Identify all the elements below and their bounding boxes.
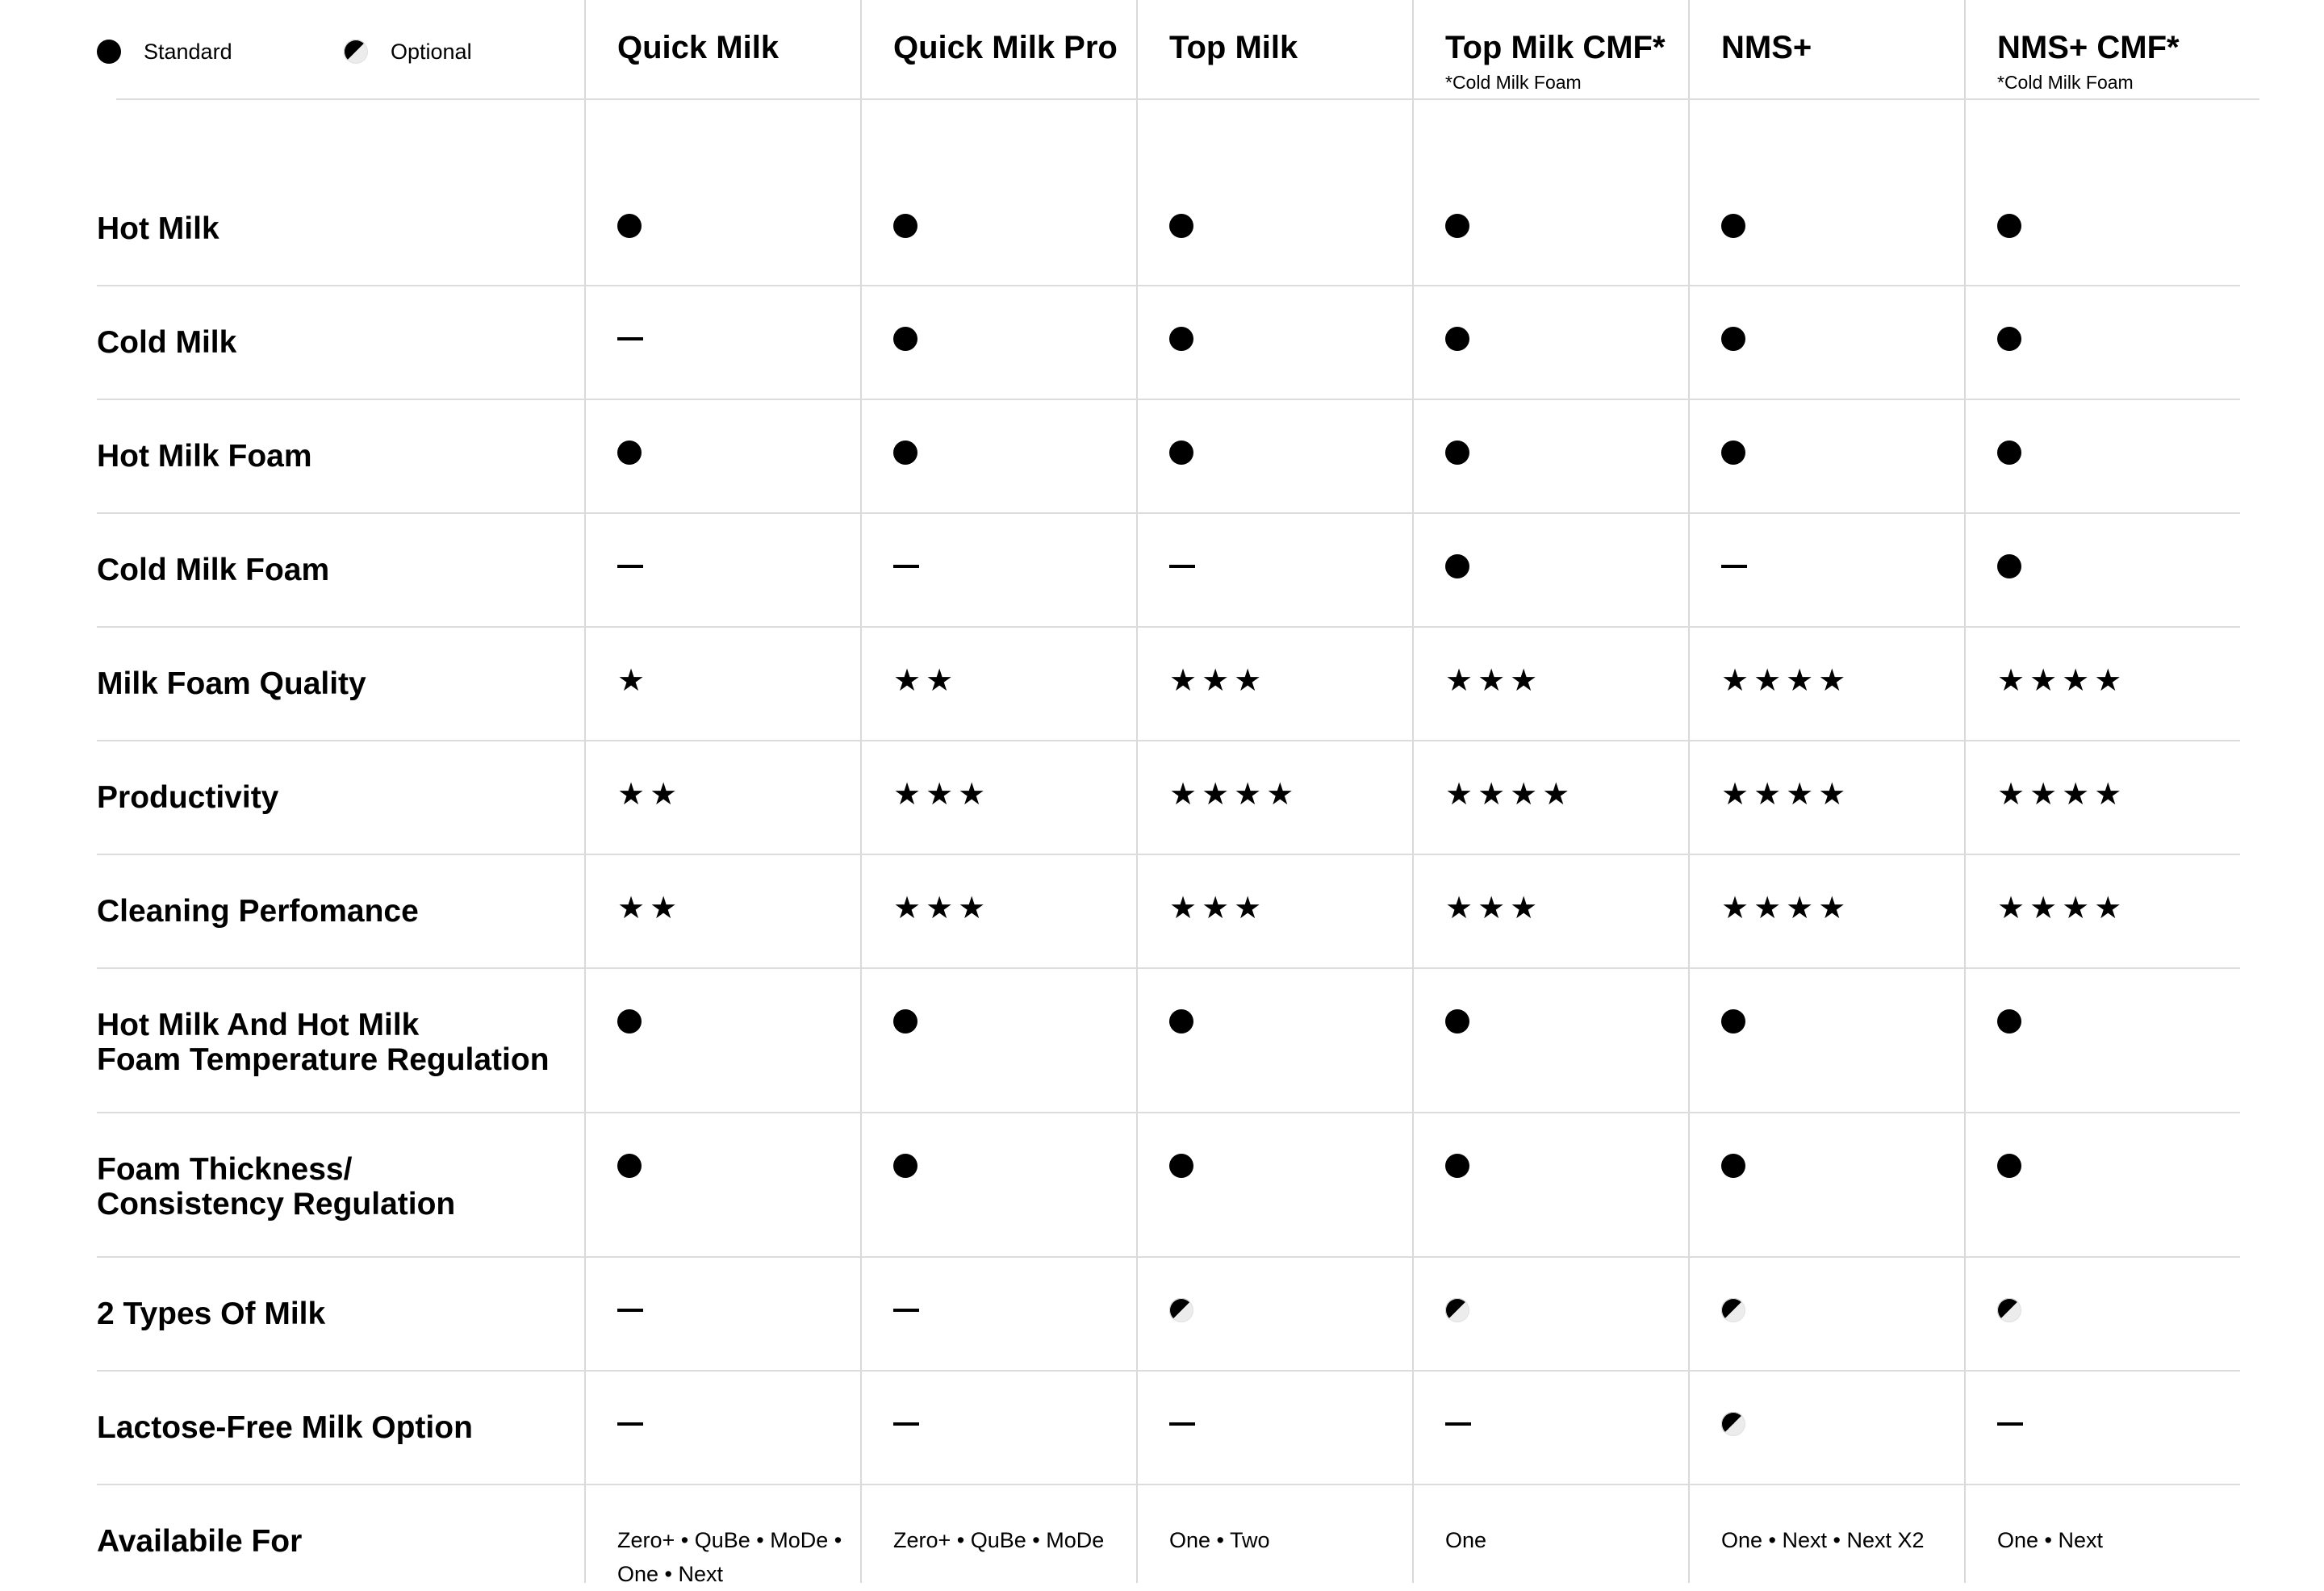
- table-cell: [1169, 1150, 1193, 1182]
- dash-icon: [617, 1309, 643, 1312]
- row-label: Productivity: [97, 780, 279, 815]
- filled-dot-icon: [1997, 214, 2021, 238]
- filled-dot-icon: [1445, 1154, 1469, 1178]
- column-subtitle: *Cold Milk Foam: [1445, 72, 1582, 93]
- table-cell: [893, 1294, 919, 1326]
- star-rating: ★★★★: [1721, 662, 1851, 698]
- table-cell: [617, 550, 643, 583]
- column-subtitle: *Cold Milk Foam: [1997, 72, 2134, 93]
- half-dot-icon: [1721, 1298, 1745, 1322]
- filled-dot-icon: [1997, 1154, 2021, 1178]
- filled-dot-icon: [617, 1009, 642, 1034]
- column-name: NMS+: [1721, 30, 1812, 65]
- column-header-top-milk-cmf: [1445, 26, 1666, 94]
- filled-dot-icon: [1721, 327, 1745, 351]
- table-cell: [1169, 1005, 1193, 1038]
- table-cell: [1997, 323, 2021, 355]
- dash-icon: [617, 1422, 643, 1426]
- column-header-quick-milk-pro: [893, 26, 1118, 71]
- table-cell: [1445, 892, 1542, 924]
- available-models: Zero+ • QuBe • MoDe: [893, 1528, 1105, 1552]
- row-divider: [97, 1256, 2240, 1258]
- available-models: One: [1445, 1528, 1487, 1552]
- table-cell: [1721, 892, 1850, 924]
- row-label: Cold Milk: [97, 325, 237, 360]
- star-rating: ★★★: [1445, 890, 1543, 925]
- row-label: Foam Thickness/ Consistency Regulation: [97, 1152, 456, 1221]
- table-cell: [1169, 664, 1266, 696]
- filled-dot-icon: [1721, 1009, 1745, 1034]
- filled-dot-icon: [893, 1154, 917, 1178]
- table-cell: [1721, 210, 1745, 242]
- table-cell: [1997, 1408, 2023, 1440]
- filled-dot-icon: [893, 441, 917, 465]
- available-models: Zero+ • QuBe • MoDe • One • Next: [617, 1528, 842, 1586]
- column-name: Quick Milk Pro: [893, 30, 1118, 65]
- legend-optional-label: Optional: [391, 39, 472, 64]
- row-divider: [97, 740, 2240, 741]
- table-cell: [1997, 1005, 2021, 1038]
- star-rating: ★★★★: [1169, 776, 1299, 812]
- table-cell: [1445, 323, 1469, 355]
- star-rating: ★★★: [1169, 662, 1267, 698]
- table-cell: [617, 1408, 643, 1440]
- filled-dot-icon: [893, 327, 917, 351]
- column-name: Quick Milk: [617, 30, 780, 65]
- filled-dot-icon: [1997, 1009, 2021, 1034]
- table-cell: [617, 210, 642, 242]
- dash-icon: [1169, 565, 1195, 568]
- filled-dot-icon: [1721, 1154, 1745, 1178]
- filled-dot-icon: [617, 441, 642, 465]
- filled-dot-icon: [1169, 441, 1193, 465]
- dash-icon: [1997, 1422, 2023, 1426]
- filled-dot-icon: [97, 40, 121, 64]
- star-rating: ★★: [893, 662, 959, 698]
- half-dot-icon: [1445, 1298, 1469, 1322]
- table-cell: [1445, 1408, 1471, 1440]
- table-cell: [617, 664, 650, 696]
- table-cell: [893, 1005, 917, 1038]
- filled-dot-icon: [1721, 214, 1745, 238]
- table-cell: [1169, 1408, 1195, 1440]
- table-cell: [1997, 1294, 2021, 1326]
- table-cell: [1997, 1150, 2021, 1182]
- table-cell: [1997, 664, 2126, 696]
- table-cell: [1445, 550, 1469, 583]
- available-models: One • Next • Next X2: [1721, 1528, 1925, 1552]
- table-cell: [617, 1005, 642, 1038]
- dash-icon: [1445, 1422, 1471, 1426]
- table-cell: [617, 892, 682, 924]
- table-cell: [617, 323, 643, 355]
- available-models: One • Next: [1997, 1528, 2104, 1552]
- filled-dot-icon: [893, 214, 917, 238]
- column-divider: [860, 0, 862, 1583]
- column-divider: [1688, 0, 1690, 1583]
- star-rating: ★★★★: [1997, 890, 2127, 925]
- row-divider: [97, 285, 2240, 286]
- filled-dot-icon: [1997, 441, 2021, 465]
- table-cell: [1997, 436, 2021, 469]
- table-cell: [617, 778, 682, 810]
- table-cell: [893, 210, 917, 242]
- table-cell: [1721, 1005, 1745, 1038]
- table-cell: [1445, 1005, 1469, 1038]
- table-cell: [1445, 778, 1574, 810]
- table-cell: [1445, 1150, 1469, 1182]
- available-models: One • Two: [1169, 1528, 1270, 1552]
- table-cell: [1169, 210, 1193, 242]
- filled-dot-icon: [1169, 1009, 1193, 1034]
- star-rating: ★★★: [1169, 890, 1267, 925]
- row-divider: [97, 967, 2240, 969]
- dash-icon: [893, 565, 919, 568]
- row-divider: [97, 626, 2240, 628]
- filled-dot-icon: [617, 1154, 642, 1178]
- filled-dot-icon: [1721, 441, 1745, 465]
- row-label: Cold Milk Foam: [97, 553, 330, 587]
- filled-dot-icon: [1445, 441, 1469, 465]
- table-cell: [1721, 323, 1745, 355]
- table-cell: [617, 436, 642, 469]
- column-divider: [1964, 0, 1966, 1583]
- table-cell: [893, 778, 990, 810]
- table-cell: [1445, 436, 1469, 469]
- table-cell: [893, 323, 917, 355]
- filled-dot-icon: [1169, 327, 1193, 351]
- row-divider: [97, 399, 2240, 400]
- table-cell: [893, 1408, 919, 1440]
- row-divider: [97, 854, 2240, 855]
- row-label: Hot Milk And Hot Milk Foam Temperature Regulation: [97, 1008, 550, 1077]
- table-cell: [617, 1150, 642, 1182]
- table-cell: [893, 550, 919, 583]
- table-cell: [1997, 778, 2126, 810]
- row-label: Hot Milk Foam: [97, 439, 312, 474]
- table-cell: [1721, 1408, 1745, 1440]
- column-divider: [1136, 0, 1138, 1583]
- dash-icon: [617, 337, 643, 340]
- filled-dot-icon: [1445, 327, 1469, 351]
- table-cell: [1997, 210, 2021, 242]
- table-cell: [1721, 550, 1747, 583]
- table-cell: [1169, 892, 1266, 924]
- legend-standard-label: Standard: [144, 39, 232, 64]
- table-cell: [893, 664, 958, 696]
- star-rating: ★★★★: [1721, 890, 1851, 925]
- column-header-nms-plus-cmf: [1997, 26, 2180, 94]
- table-cell: [1169, 1294, 1193, 1326]
- star-rating: ★★★★: [1997, 662, 2127, 698]
- row-label-available: Availabile For: [97, 1524, 303, 1559]
- star-rating: ★★★★: [1721, 776, 1851, 812]
- star-rating: ★: [617, 662, 650, 698]
- half-dot-icon: [1169, 1298, 1193, 1322]
- filled-dot-icon: [1445, 214, 1469, 238]
- legend-optional: [344, 35, 472, 68]
- filled-dot-icon: [617, 214, 642, 238]
- row-divider: [97, 1112, 2240, 1113]
- star-rating: ★★★: [893, 890, 991, 925]
- star-rating: ★★★: [893, 776, 991, 812]
- column-name: Top Milk: [1169, 30, 1298, 65]
- column-divider: [584, 0, 586, 1583]
- column-name: Top Milk CMF*: [1445, 30, 1666, 65]
- table-cell: [893, 1150, 917, 1182]
- table-cell: [1445, 664, 1542, 696]
- row-label: Milk Foam Quality: [97, 666, 366, 701]
- table-cell: [1445, 1294, 1469, 1326]
- dash-icon: [893, 1309, 919, 1312]
- row-divider: [97, 1370, 2240, 1372]
- table-cell: [1169, 323, 1193, 355]
- table-cell: [1997, 892, 2126, 924]
- table-cell: [893, 436, 917, 469]
- filled-dot-icon: [1997, 327, 2021, 351]
- filled-dot-icon: [1997, 554, 2021, 578]
- filled-dot-icon: [1169, 1154, 1193, 1178]
- column-name: NMS+ CMF*: [1997, 30, 2180, 65]
- table-cell: [1169, 778, 1298, 810]
- table-cell: [1721, 436, 1745, 469]
- table-cell: [1169, 550, 1195, 583]
- table-cell: [1445, 210, 1469, 242]
- row-divider: [97, 512, 2240, 514]
- star-rating: ★★★: [1445, 662, 1543, 698]
- filled-dot-icon: [1169, 214, 1193, 238]
- filled-dot-icon: [893, 1009, 917, 1034]
- row-label: Lactose-Free Milk Option: [97, 1410, 473, 1445]
- row-label: Hot Milk: [97, 211, 219, 246]
- dash-icon: [1721, 565, 1747, 568]
- column-header-nms-plus: [1721, 26, 1812, 71]
- row-label: Cleaning Perfomance: [97, 894, 419, 929]
- column-divider: [1412, 0, 1414, 1583]
- filled-dot-icon: [1445, 554, 1469, 578]
- dash-icon: [617, 565, 643, 568]
- table-cell: [893, 892, 990, 924]
- table-cell: [1997, 550, 2021, 583]
- row-label: 2 Types Of Milk: [97, 1297, 326, 1331]
- table-cell: [617, 1294, 643, 1326]
- star-rating: ★★★★: [1445, 776, 1575, 812]
- column-header-quick-milk: [617, 26, 779, 71]
- filled-dot-icon: [1445, 1009, 1469, 1034]
- table-cell: [1721, 664, 1850, 696]
- header-divider: [116, 98, 2259, 100]
- half-dot-icon: [344, 40, 368, 64]
- dash-icon: [893, 1422, 919, 1426]
- half-dot-icon: [1721, 1412, 1745, 1436]
- row-divider: [97, 1484, 2240, 1485]
- star-rating: ★★★★: [1997, 776, 2127, 812]
- table-cell: [1169, 436, 1193, 469]
- table-cell: [1721, 1150, 1745, 1182]
- star-rating: ★★: [617, 890, 683, 925]
- legend-standard: [97, 35, 232, 68]
- dash-icon: [1169, 1422, 1195, 1426]
- star-rating: ★★: [617, 776, 683, 812]
- table-cell: [1721, 778, 1850, 810]
- column-header-top-milk: [1169, 26, 1298, 71]
- table-cell: [1721, 1294, 1745, 1326]
- half-dot-icon: [1997, 1298, 2021, 1322]
